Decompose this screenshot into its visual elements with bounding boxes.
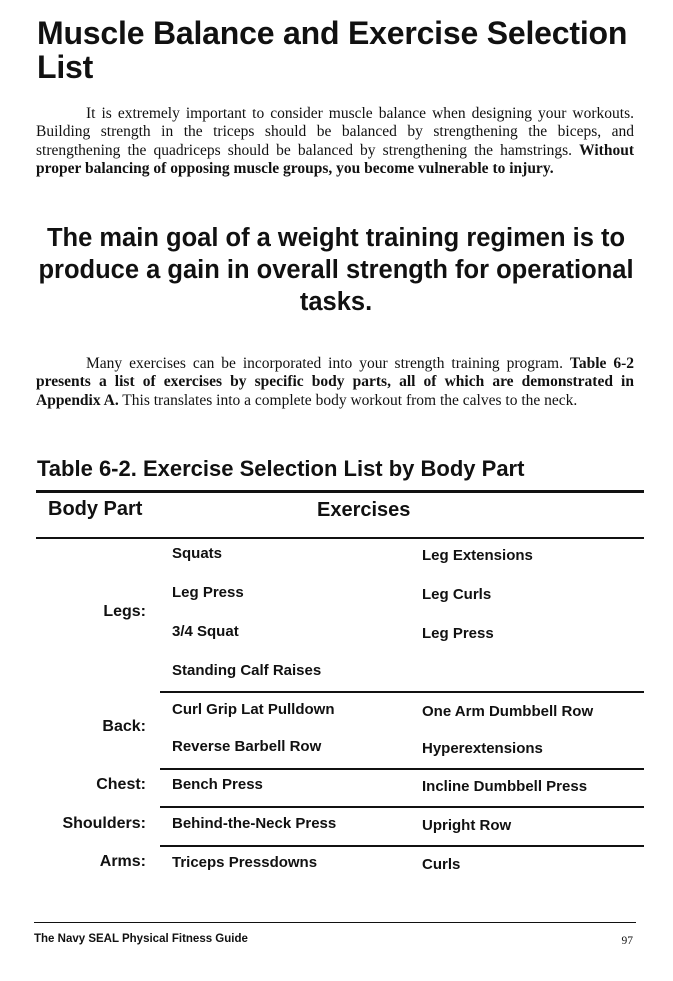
exercise-cell: Hyperextensions [422,740,543,757]
table-top-rule [36,490,644,493]
table-header-rule [36,537,644,539]
exercise-cell: Leg Curls [422,586,492,603]
row-divider [160,768,644,770]
exercise-cell: Leg Extensions [422,547,533,564]
exercise-cell: Standing Calf Raises [172,662,322,679]
exercise-cell: 3/4 Squat [172,623,239,640]
intro-text: It is extremely important to consider muscle balance when designing your workouts. Building strength in the triceps should be balanced by strengthening the biceps, and strengthening the quadriceps should be balanced by strengthening the hamstrings. [36,105,634,159]
row-divider [160,845,644,847]
body-part-legs: Legs: [103,603,146,620]
exercise-cell: Squats [172,545,223,562]
body-part-shoulders: Shoulders: [62,815,146,832]
intro-paragraph [36,105,634,179]
footer-rule [34,922,636,923]
exercise-cell: Upright Row [422,817,512,834]
exercise-cell: Leg Press [422,625,494,642]
exercise-cell: Behind-the-Neck Press [172,815,337,832]
exercise-cell: Curl Grip Lat Pulldown [172,701,335,718]
body-part-back: Back: [102,718,146,735]
exercise-cell: Bench Press [172,776,263,793]
pull-quote: The main goal of a weight training regimen is to produce a gain in overall strength for operational tasks. [38,224,634,316]
exercise-cell: Triceps Pressdowns [172,854,318,871]
exercises-paragraph [36,355,634,410]
header-body-part: Body Part [48,498,143,520]
body-part-chest: Chest: [96,776,146,793]
exercise-cell: Incline Dumbbell Press [422,778,588,795]
exercises-emphasis: Table 6-2 presents a list of exercises by specific body parts, all of which are demonstrated in Appendix A. [36,355,634,409]
exercise-cell: Reverse Barbell Row [172,738,322,755]
intro-emphasis: Without proper balancing of opposing muscle groups, you become vulnerable to injury. [36,141,634,178]
page-title: Muscle Balance and Exercise Selection List [37,15,628,85]
exercises-text-1: Many exercises can be incorporated into your strength training program. [86,355,570,372]
footer-book-title: The Navy SEAL Physical Fitness Guide [34,933,248,945]
body-part-arms: Arms: [99,853,146,870]
table-title: Table 6-2. Exercise Selection List by Body Part [37,456,525,481]
row-divider [160,691,644,693]
page-number: 97 [621,935,633,947]
exercise-cell: Leg Press [172,584,244,601]
header-exercises: Exercises [317,499,411,521]
exercise-cell: One Arm Dumbbell Row [422,703,594,720]
exercise-cell: Curls [422,856,461,873]
row-divider [160,806,644,808]
exercises-text-2: This translates into a complete body workout from the calves to the neck. [118,391,578,409]
